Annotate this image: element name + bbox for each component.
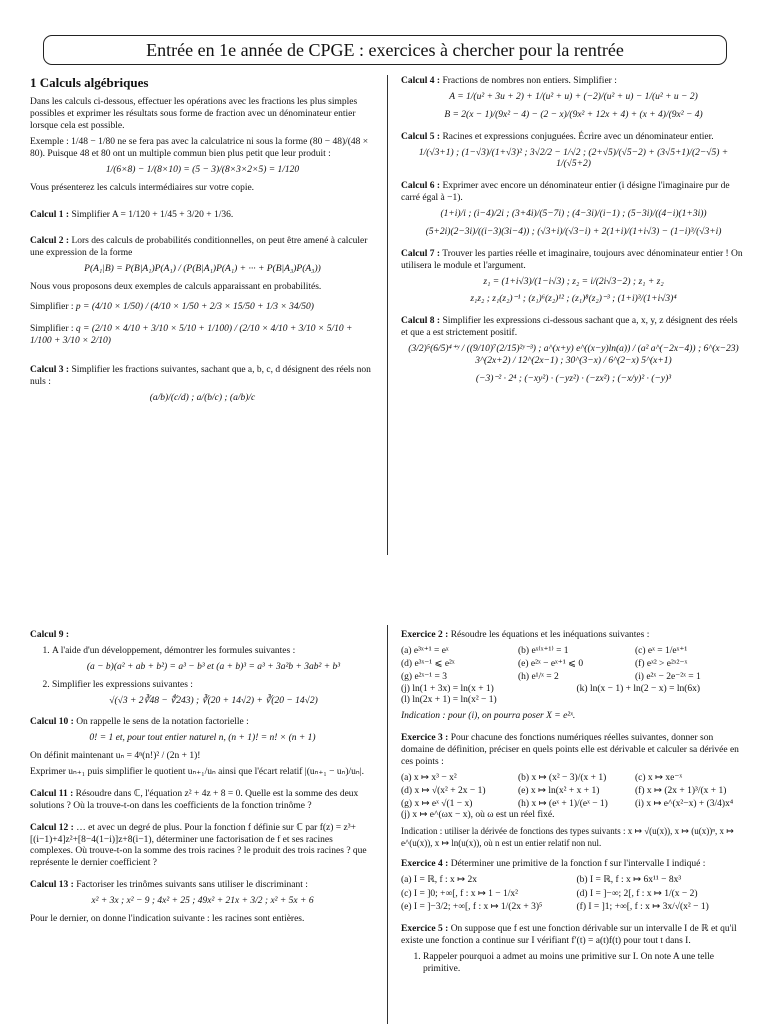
list-item: (b) I = ℝ, f : x ↦ 6x¹¹ − 8x³ (576, 874, 682, 885)
q-expression: q = (2/10 × 4/10 + 3/10 × 5/10 + 1/100) / (2/10 × 4/10 + 3/10 × 5/10 + 1/100 + 3/10 × 2/10) (30, 323, 353, 346)
list-item: (h) e¹/ˣ = 2 (518, 671, 559, 682)
exercice-2-hint: Indication : pour (i), on pourra poser X = e²ˣ. (401, 711, 576, 722)
list-item: (d) I = ]−∞; 2[, f : x ↦ 1/(x − 2) (576, 888, 698, 899)
calcul-9-item-2 (52, 680, 375, 708)
calcul-3-label: Calcul 3 : (30, 365, 70, 376)
calcul-10-ask: Exprimer uₙ₊₁ puis simplifier le quotient uₙ₊₁/uₙ ainsi que l'écart relatif |(uₙ₊₁ − uₙ)/uₙ|. (30, 767, 364, 777)
list-item: (d) x ↦ √(x² + 2x − 1) (401, 785, 486, 796)
calcul-2-follow: Nous vous proposons deux exemples de calculs apparaissant en probabilités. (30, 281, 322, 292)
exercice-2-grid (401, 646, 746, 684)
calcul-7-row1: z₁ = (1+i√3)/(1−i√3) ; z₂ = i/(2i√3−2) ; z₁ + z₂ (483, 276, 664, 287)
calcul-2-formula: P(A₁|B) = P(B|A₁)P(A₁) / (P(B|A₁)P(A₁) + ··· + P(B|A₃)P(A₃)) (84, 264, 321, 274)
column-divider-bottom (387, 625, 388, 1024)
column-divider-top (387, 75, 388, 555)
exercice-3 (401, 733, 746, 849)
list-item: (j) x ↦ e^(ωx − x), où ω est un réel fixé. (401, 810, 555, 821)
calcul-9-item-2-text: Simplifier les expressions suivantes : (52, 679, 193, 690)
calcul-9-label: Calcul 9 : (30, 630, 70, 640)
calcul-3 (30, 365, 375, 405)
calcul-11-label: Calcul 11 : (30, 788, 74, 799)
calcul-12-text: … et avec un degré de plus. Pour la fonction f définie sur ℂ par f(z) = z³+[(i−1)+4]z²+[8−4(1−i)]z+8(i−1), déterminer une factorisation de f et ses racines complexes. Où trouve-t-on la somme des trois racines ? le produit des trois racines ? que représente le dernier coefficient ? (30, 822, 367, 869)
calcul-9-eq2: √(√3 + 2∛48 − ∜243) ; ∛(20 + 14√2) + ∛(20 − 14√2) (109, 695, 318, 706)
exercice-5-item-1: 1. Rappeler pourquoi a admet au moins une primitive sur I. On note A une telle primitive. (423, 952, 746, 976)
calcul-6-row2: (5+2i)(2−3i)/((i−3)(3i−4)) ; (√3+i)/(√3−i) + 2(1+i)/(1+i√3) − (1−i)³/(√3+i) (425, 226, 722, 237)
calcul-9-item-1-text: A l'aide d'un développement, démontrer les formules suivantes : (52, 645, 296, 656)
calcul-13-last: Pour le dernier, on donne l'indication suivante : les racines sont entières. (30, 913, 305, 924)
calcul-8-row1: (3/2)⁵(6/5)⁴⁺ʸ / ((9/10)⁷(2/15)²ʸ⁻³) ; a^(x+y) e^((x−y)ln(a)) / (a² a^(−2x−4)) ; 6^(x−23) 3^(2x+2) / 12^(2x−1) ; 30^(3−x) / 6^(2−x) 5^(x+1) (408, 344, 739, 366)
exercice-4-grid (401, 875, 746, 915)
calcul-4 (401, 76, 746, 122)
calcul-5 (401, 132, 746, 172)
calcul-7-text: Trouver les parties réelle et imaginaire, toujours avec dénominateur entier ! On utilisera le module et l'argument. (401, 248, 743, 271)
calcul-7-row2: z₁z₂ ; z₁(z₂)⁻¹ ; (z₁)⁶(z₂)¹² ; (z₁)⁸(z₂)⁻³ ; (1+i)³/(1+i√3)⁴ (470, 294, 677, 305)
list-item: (e) I = ]−3/2; +∞[, f : x ↦ 1/(2x + 3)⁵ (401, 902, 543, 913)
simplifier-label-p: Simplifier : (30, 301, 74, 312)
exercice-5-text: On suppose que f est une fonction dérivable sur un intervalle I de ℝ et qu'il existe une fonction a continue sur I vérifiant f′(t) = a(t)f(t) pour tout t dans I. (401, 924, 737, 947)
list-item: (c) x ↦ xe⁻ˣ (635, 772, 683, 783)
list-item: (f) I = ]1; +∞[, f : x ↦ 3x/√(x² − 1) (576, 902, 709, 913)
calcul-6-text: Exprimer avec encore un dénominateur entier (i désigne l'imaginaire pur de carré égal à −1). (401, 181, 730, 204)
list-item: (a) e³ˣ⁺¹ = eˣ (401, 645, 449, 656)
calcul-4-text: Fractions de nombres non entiers. Simplifier : (442, 76, 617, 86)
exercice-4-label: Exercice 4 : (401, 858, 449, 869)
simplifier-label-q: Simplifier : (30, 323, 74, 334)
calcul-8 (401, 316, 746, 385)
section-intro: Dans les calculs ci-dessous, effectuer les opérations avec les fractions les plus simples possibles et exprimer les résultats sous forme de fraction avec un dénominateur entier lorsque cela est possible. (30, 97, 358, 131)
calcul-10-eq: 0! = 1 et, pour tout entier naturel n, (n + 1)! = n! × (n + 1) (89, 733, 316, 744)
calcul-9 (30, 630, 375, 707)
example-equation: 1/(6×8) − 1/(8×10) = (5 − 3)/(8×3×2×5) = 1/120 (105, 164, 300, 175)
calcul-4-A: A = 1/(u² + 3u + 2) + 1/(u² + u) + (−2)/(u² + u) − 1/(u² + u − 2) (449, 91, 698, 102)
list-item: (i) e²ˣ − 2e⁻²ˣ = 1 (635, 671, 701, 682)
list-item: (h) x ↦ (eˣ + 1)/(eˣ − 1) (518, 798, 608, 809)
calcul-9-eq1: (a − b)(a² + ab + b²) = a³ − b³ et (a + b)³ = a³ + 3a²b + 3ab² + b³ (86, 661, 341, 672)
calcul-6-row1: (1+i)/i ; (i−4)/2i ; (3+4i)/(5−7i) ; (4−3i)/(i−1) ; (5−3i)/((4−i)(1+3i)) (440, 209, 707, 219)
list-item: (g) x ↦ eˣ √(1 − x) (401, 798, 473, 809)
exercice-3-hint: Indication : utiliser la dérivée de fonctions des types suivants : x ↦ √(u(x)), x ↦ (u(x))ⁿ, x ↦ e^(u(x)), x ↦ ln(u(x)), où n est un entier relatif non nul. (401, 826, 734, 848)
calcul-8-text: Simplifier les expressions ci-dessous sachant que a, x, y, z désignent des réels et que a est strictement positif. (401, 316, 738, 339)
calcul-5-text: Racines et expressions conjuguées. Écrire avec un dénominateur entier. (442, 131, 714, 142)
calcul-7 (401, 249, 746, 307)
calcul-1-label: Calcul 1 : (30, 210, 70, 221)
calcul-1-text: Simplifier A = 1/120 + 1/45 + 3/20 + 1/36. (71, 210, 234, 221)
calcul-5-expressions: 1/(√3+1) ; (1−√3)/(1+√3)² ; 3√2/2 − 1/√2 ; (2+√5)/(√5−2) + (3√5+1)/(2−√5) + 1/(√5+2) (418, 147, 729, 170)
list-item: (g) e²ˣ⁻¹ = 3 (401, 671, 447, 682)
calcul-2 (30, 236, 375, 347)
page-title: Entrée en 1e année de CPGE : exercices à chercher pour la rentrée (43, 35, 727, 65)
calcul-10-label: Calcul 10 : (30, 717, 74, 728)
calcul-1 (30, 210, 375, 222)
calcul-10-def: On définit maintenant uₙ = 4ⁿ(n!)² / (2n + 1)! (30, 751, 201, 762)
calcul-5-label: Calcul 5 : (401, 131, 441, 142)
calcul-11 (30, 789, 375, 813)
list-item: (j) ln(1 + 3x) = ln(x + 1) (401, 683, 494, 694)
calcul-13 (30, 880, 375, 926)
calcul-7-label: Calcul 7 : (401, 248, 441, 259)
list-item: (b) eˣ⁽ˣ⁺¹⁾ = 1 (518, 645, 569, 656)
left-column-bottom (30, 630, 375, 936)
calcul-13-label: Calcul 13 : (30, 880, 74, 891)
list-item: (b) x ↦ (x² − 3)/(x + 1) (518, 772, 607, 783)
calcul-12-label: Calcul 12 : (30, 822, 74, 833)
calcul-2-text: Lors des calculs de probabilités conditionnelles, on peut être amené à calculer une expression de la forme (30, 236, 368, 259)
calcul-11-text: Résoudre dans ℂ, l'équation z² + 4z + 8 = 0. Quelle est la somme des deux solutions ? Où la trouve-t-on dans les coefficients de la fonction trinôme ? (30, 788, 359, 811)
calcul-10-text: On rappelle le sens de la notation factorielle : (76, 717, 249, 728)
exercice-4 (401, 859, 746, 915)
list-item: (d) e³ˣ⁻¹ ⩽ e²ˣ (401, 658, 455, 669)
list-item: (k) ln(x − 1) + ln(2 − x) = ln(6x) (576, 683, 701, 694)
section-heading: 1 Calculs algébriques (30, 75, 149, 90)
list-item: (a) x ↦ x³ − x² (401, 772, 457, 783)
list-item: (i) x ↦ e^(x²−x) + (3/4)x⁴ (635, 798, 734, 809)
list-item: (f) x ↦ (2x + 1)³/(x + 1) (635, 785, 727, 796)
calcul-2-label: Calcul 2 : (30, 236, 70, 247)
calcul-4-B: B = 2(x − 1)/(9x² − 4) − (2 − x)/(9x² + 12x + 4) + (x + 4)/(9x² − 4) (444, 109, 703, 120)
list-item: (e) e²ˣ − eˣ⁺¹ ⩽ 0 (518, 658, 584, 669)
section-present: Vous présenterez les calculs intermédiaires sur votre copie. (30, 182, 255, 193)
calcul-10 (30, 717, 375, 779)
list-item: (e) x ↦ ln(x² + x + 1) (518, 785, 600, 796)
exercice-3-label: Exercice 3 : (401, 733, 449, 744)
exercice-2-text: Résoudre les équations et les inéquations suivantes : (450, 630, 650, 640)
section-example: Exemple : 1/48 − 1/80 ne se fera pas avec la calculatrice ni sous la forme (80 − 48)/(48 × 80). Puisque 48 et 80 ont un multiple commun bien plus petit que leur produit : (30, 136, 369, 159)
calcul-8-label: Calcul 8 : (401, 316, 441, 327)
calcul-8-row2: (−3)⁻² · 2⁴ ; (−xy²) · (−yz²) · (−zx²) ; (−x/y)² · (−y)³ (475, 373, 672, 384)
list-item: (c) eˣ = 1/eˣ⁺¹ (635, 645, 688, 656)
list-item: (a) I = ℝ, f : x ↦ 2x (401, 874, 477, 885)
calcul-4-label: Calcul 4 : (401, 76, 441, 86)
exercice-3-grid (401, 773, 746, 811)
list-item: (c) I = ]0; +∞[, f : x ↦ 1 − 1/x² (401, 888, 519, 899)
exercice-2-label: Exercice 2 : (401, 630, 449, 640)
list-item: (f) eˣ² > e²ˣ²⁻ˣ (635, 658, 688, 669)
calcul-12 (30, 823, 375, 871)
right-column-top (401, 76, 746, 396)
p-expression: p = (4/10 × 1/50) / (4/10 × 1/50 + 2/3 × 15/50 + 1/3 × 34/50) (75, 301, 314, 312)
exercice-2 (401, 630, 746, 723)
calcul-3-text: Simplifier les fractions suivantes, sachant que a, b, c, d désignent des réels non nuls : (30, 365, 371, 388)
exercice-5-label: Exercice 5 : (401, 924, 449, 935)
calcul-6-label: Calcul 6 : (401, 181, 441, 192)
calcul-3-expressions: (a/b)/(c/d) ; a/(b/c) ; (a/b)/c (149, 393, 256, 404)
exercice-5 (401, 924, 746, 976)
list-item: (l) ln(2x + 1) = ln(x² − 1) (401, 695, 497, 706)
exercice-4-text: Déterminer une primitive de la fonction f sur l'intervalle I indiqué : (450, 858, 706, 869)
calcul-13-expressions: x² + 3x ; x² − 9 ; 4x² + 25 ; 49x² + 21x + 3/2 ; x² + 5x + 6 (91, 896, 314, 906)
left-column-top (30, 75, 375, 415)
exercice-3-text: Pour chacune des fonctions numériques réelles suivantes, donner son domaine de définition, préciser en quels points elle est dérivable et calculer sa dérivée en ces points : (401, 733, 739, 767)
calcul-9-item-1 (52, 646, 375, 674)
exercice-2-grid-jk (401, 684, 746, 696)
right-column-bottom (401, 630, 746, 986)
calcul-6 (401, 181, 746, 239)
calcul-13-text: Factoriser les trinômes suivants sans utiliser le discriminant : (76, 880, 308, 891)
